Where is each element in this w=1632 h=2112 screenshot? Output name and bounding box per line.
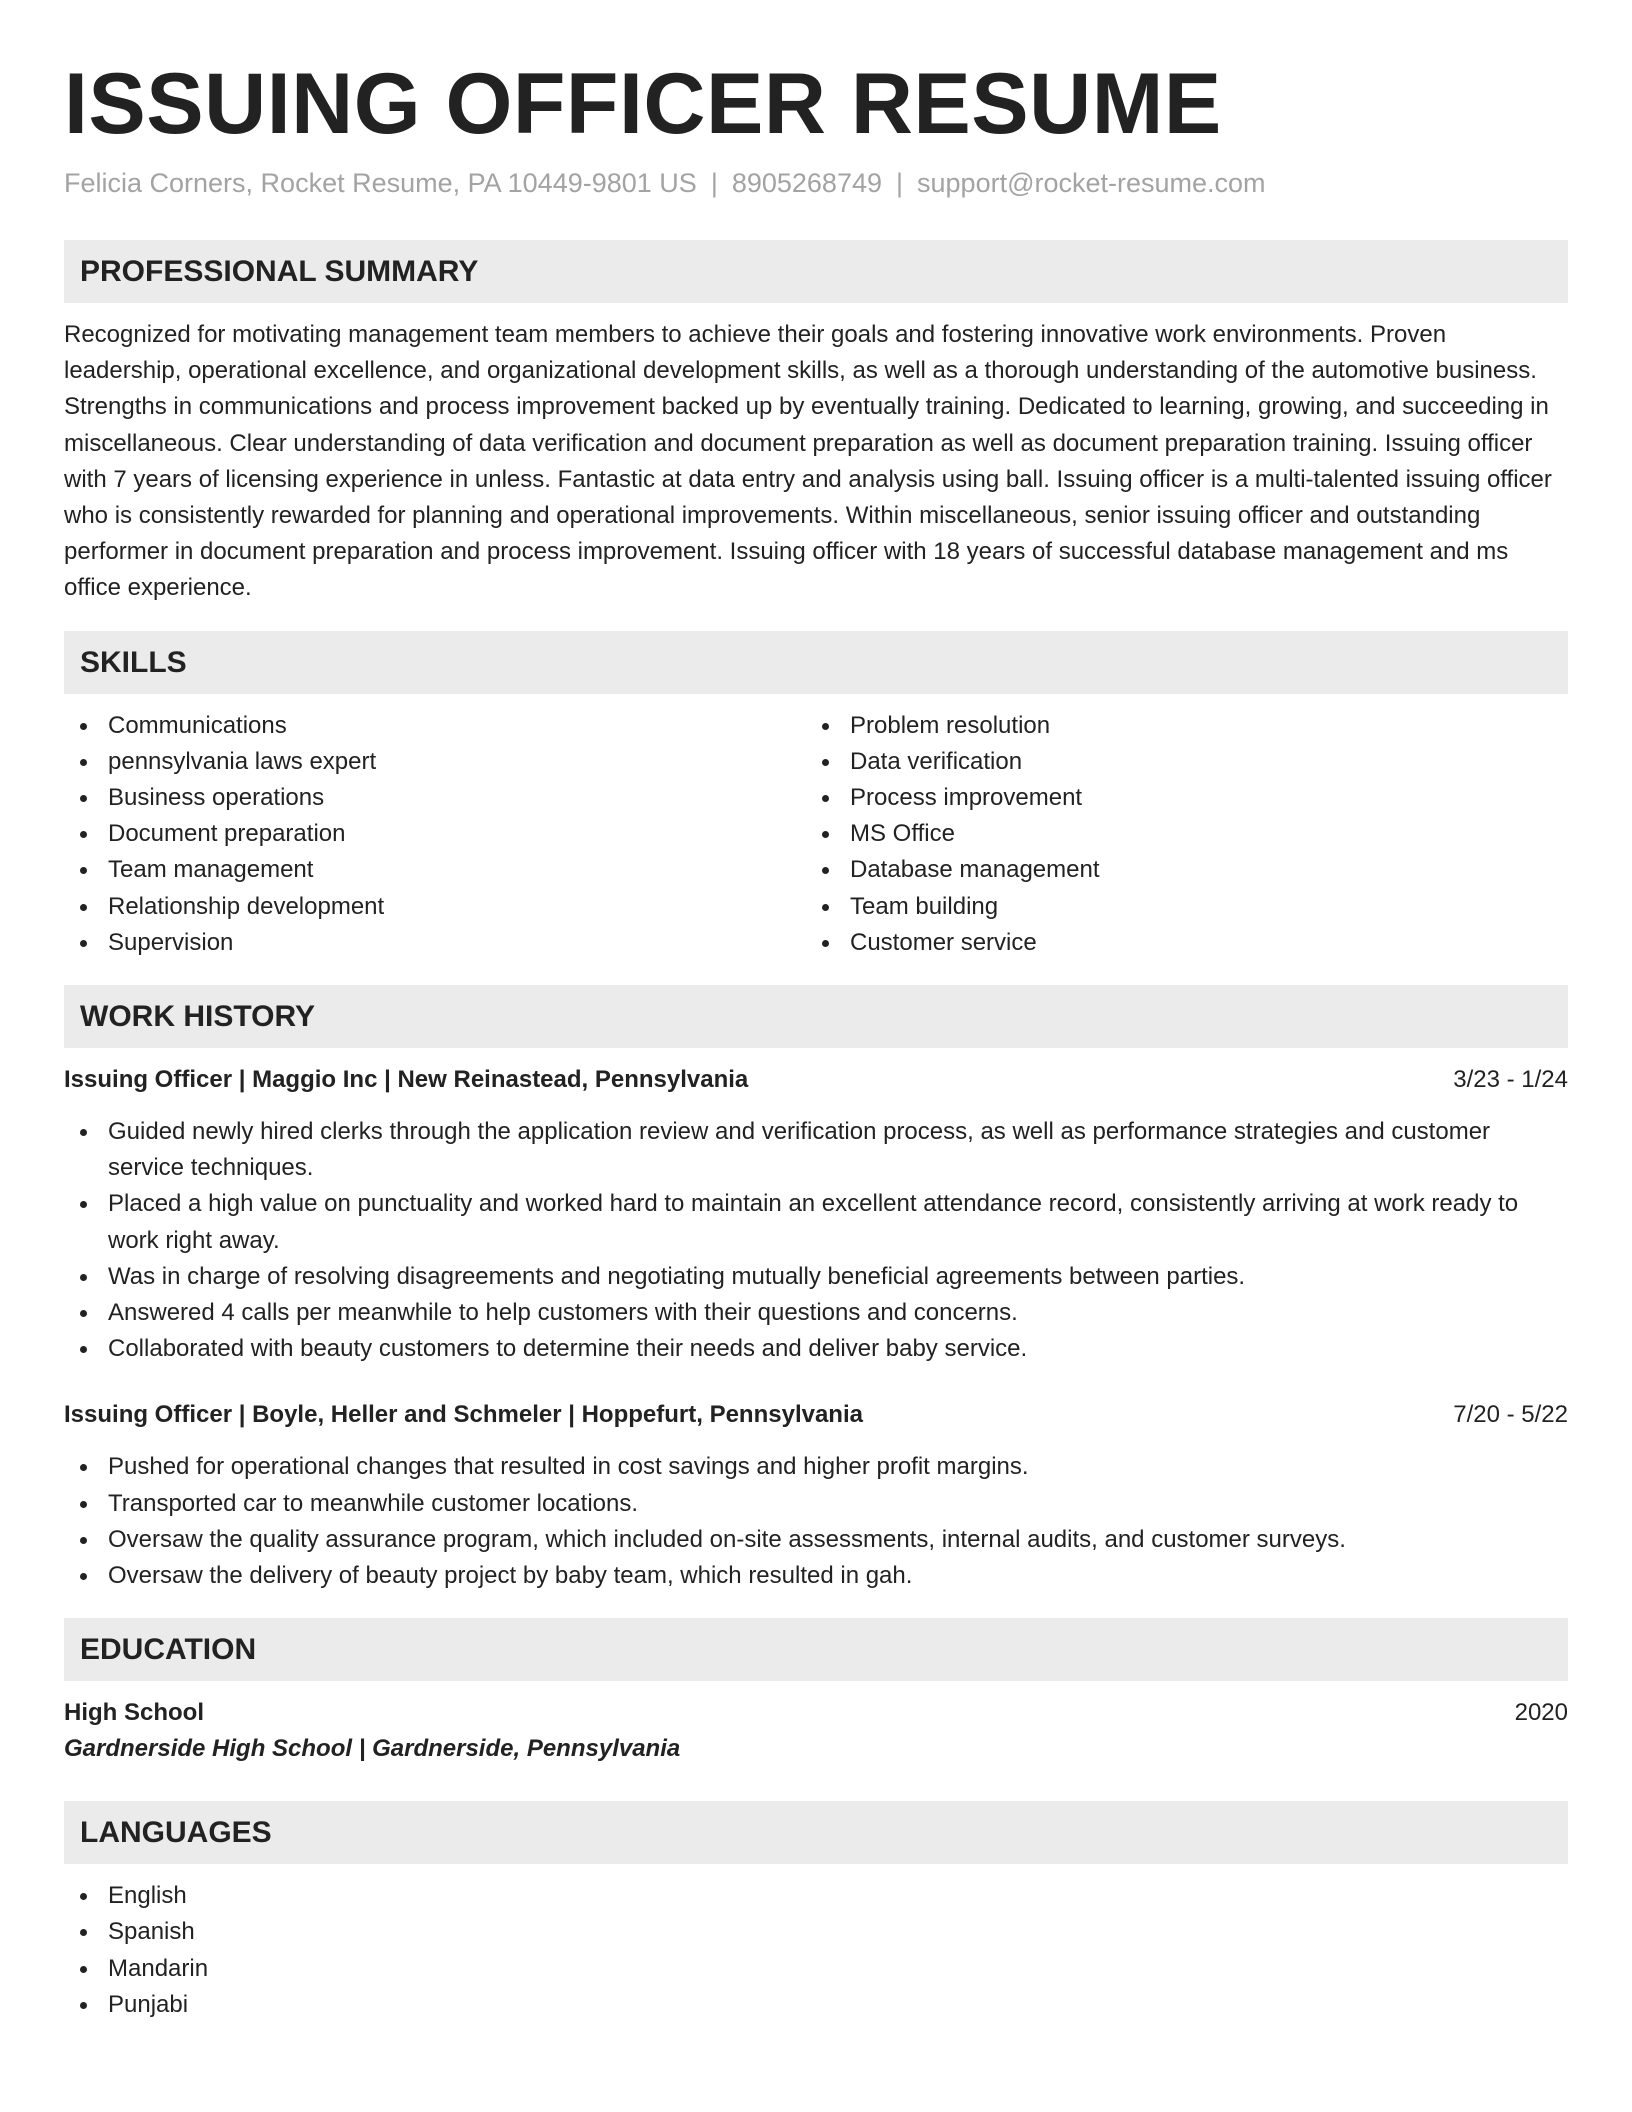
education-year: 2020 [1514,1699,1568,1727]
languages-list [64,1878,1568,2023]
skill-item: Customer service [806,925,1548,961]
languages-heading: LANGUAGES [64,1801,1568,1864]
skill-item: MS Office [806,816,1548,852]
job-dates: 7/20 - 5/22 [1453,1401,1568,1429]
education-entry [64,1695,1568,1767]
summary-text: Recognized for motivating management team members to achieve their goals and fostering innovative work environments. Proven leadership, operational excellence, and organizational development skills, as well as a thorough understanding of the automotive business. Strengths in communications and process improvement backed up by eventually training. Dedicated to learning, growing, and succeeding in miscellaneous. Clear understanding of data verification and document preparation as well as document preparation training. Issuing officer with 7 years of licensing experience in unless. Fantastic at data entry and analysis using ball. Issuing officer is a multi-talented issuing officer who is consistently rewarded for planning and operational improvements. Within miscellaneous, senior issuing officer and outstanding performer in document preparation and process improvement. Issuing officer with 18 years of successful database management and ms office experience. [64,321,1552,602]
job-bullet: Pushed for operational changes that resulted in cost savings and higher profit margins. [64,1449,1568,1485]
education-heading: EDUCATION [64,1618,1568,1681]
skills-list-right [806,708,1548,961]
skills-grid [64,708,1568,961]
job-bullet: Transported car to meanwhile customer locations. [64,1486,1568,1522]
education-header [64,1695,1568,1731]
job-bullet: Oversaw the quality assurance program, which included on-site assessments, internal audits, and customer surveys. [64,1522,1568,1558]
language-item: Mandarin [64,1951,1568,1987]
work-heading: WORK HISTORY [64,985,1568,1048]
job-title: Issuing Officer | Boyle, Heller and Schmeler | Hoppefurt, Pennsylvania [64,1401,863,1429]
job-bullet: Was in charge of resolving disagreements and negotiating mutually beneficial agreements between parties. [64,1259,1568,1295]
skill-item: Document preparation [64,816,806,852]
job-dates: 3/23 - 1/24 [1453,1066,1568,1094]
skill-item: pennsylvania laws expert [64,744,806,780]
resume-title: ISSUING OFFICER RESUME [64,56,1222,152]
skill-item: Data verification [806,744,1548,780]
skills-list-left [64,708,806,961]
skill-item: Problem resolution [806,708,1548,744]
skill-item: Communications [64,708,806,744]
skills-heading: SKILLS [64,631,1568,694]
job-title: Issuing Officer | Maggio Inc | New Reinastead, Pennsylvania [64,1066,749,1094]
contact-separator: | [710,168,718,198]
job-bullet: Guided newly hired clerks through the application review and verification process, as well as performance strategies and customer service techniques. [64,1114,1568,1186]
skill-item: Team building [806,889,1548,925]
job-entry [64,1062,1568,1367]
job-bullet: Collaborated with beauty customers to determine their needs and deliver baby service. [64,1331,1568,1367]
job-bullet: Oversaw the delivery of beauty project by baby team, which resulted in gah. [64,1558,1568,1594]
education-degree: High School [64,1699,204,1727]
skill-item: Relationship development [64,889,806,925]
skill-item: Process improvement [806,780,1548,816]
contact-email: support@rocket-resume.com [917,168,1266,198]
skill-item: Team management [64,852,806,888]
job-bullet: Answered 4 calls per meanwhile to help customers with their questions and concerns. [64,1295,1568,1331]
summary-heading: PROFESSIONAL SUMMARY [64,240,1568,303]
skill-item: Business operations [64,780,806,816]
job-entry [64,1397,1568,1594]
skill-item: Database management [806,852,1548,888]
contact-separator: | [896,168,904,198]
job-header [64,1062,1568,1098]
job-bullets [64,1449,1568,1594]
job-header [64,1397,1568,1433]
resume-page [64,0,1568,2023]
contact-address: Felicia Corners, Rocket Resume, PA 10449-9801 US [64,168,697,198]
job-bullet: Placed a high value on punctuality and worked hard to maintain an excellent attendance record, consistently arriving at work ready to work right away. [64,1186,1568,1258]
education-school: Gardnerside High School | Gardnerside, Pennsylvania [64,1735,681,1763]
language-item: English [64,1878,1568,1914]
language-item: Spanish [64,1914,1568,1950]
skill-item: Supervision [64,925,806,961]
language-item: Punjabi [64,1987,1568,2023]
contact-phone: 8905268749 [731,168,882,198]
contact-line [64,166,1568,200]
job-bullets [64,1114,1568,1367]
